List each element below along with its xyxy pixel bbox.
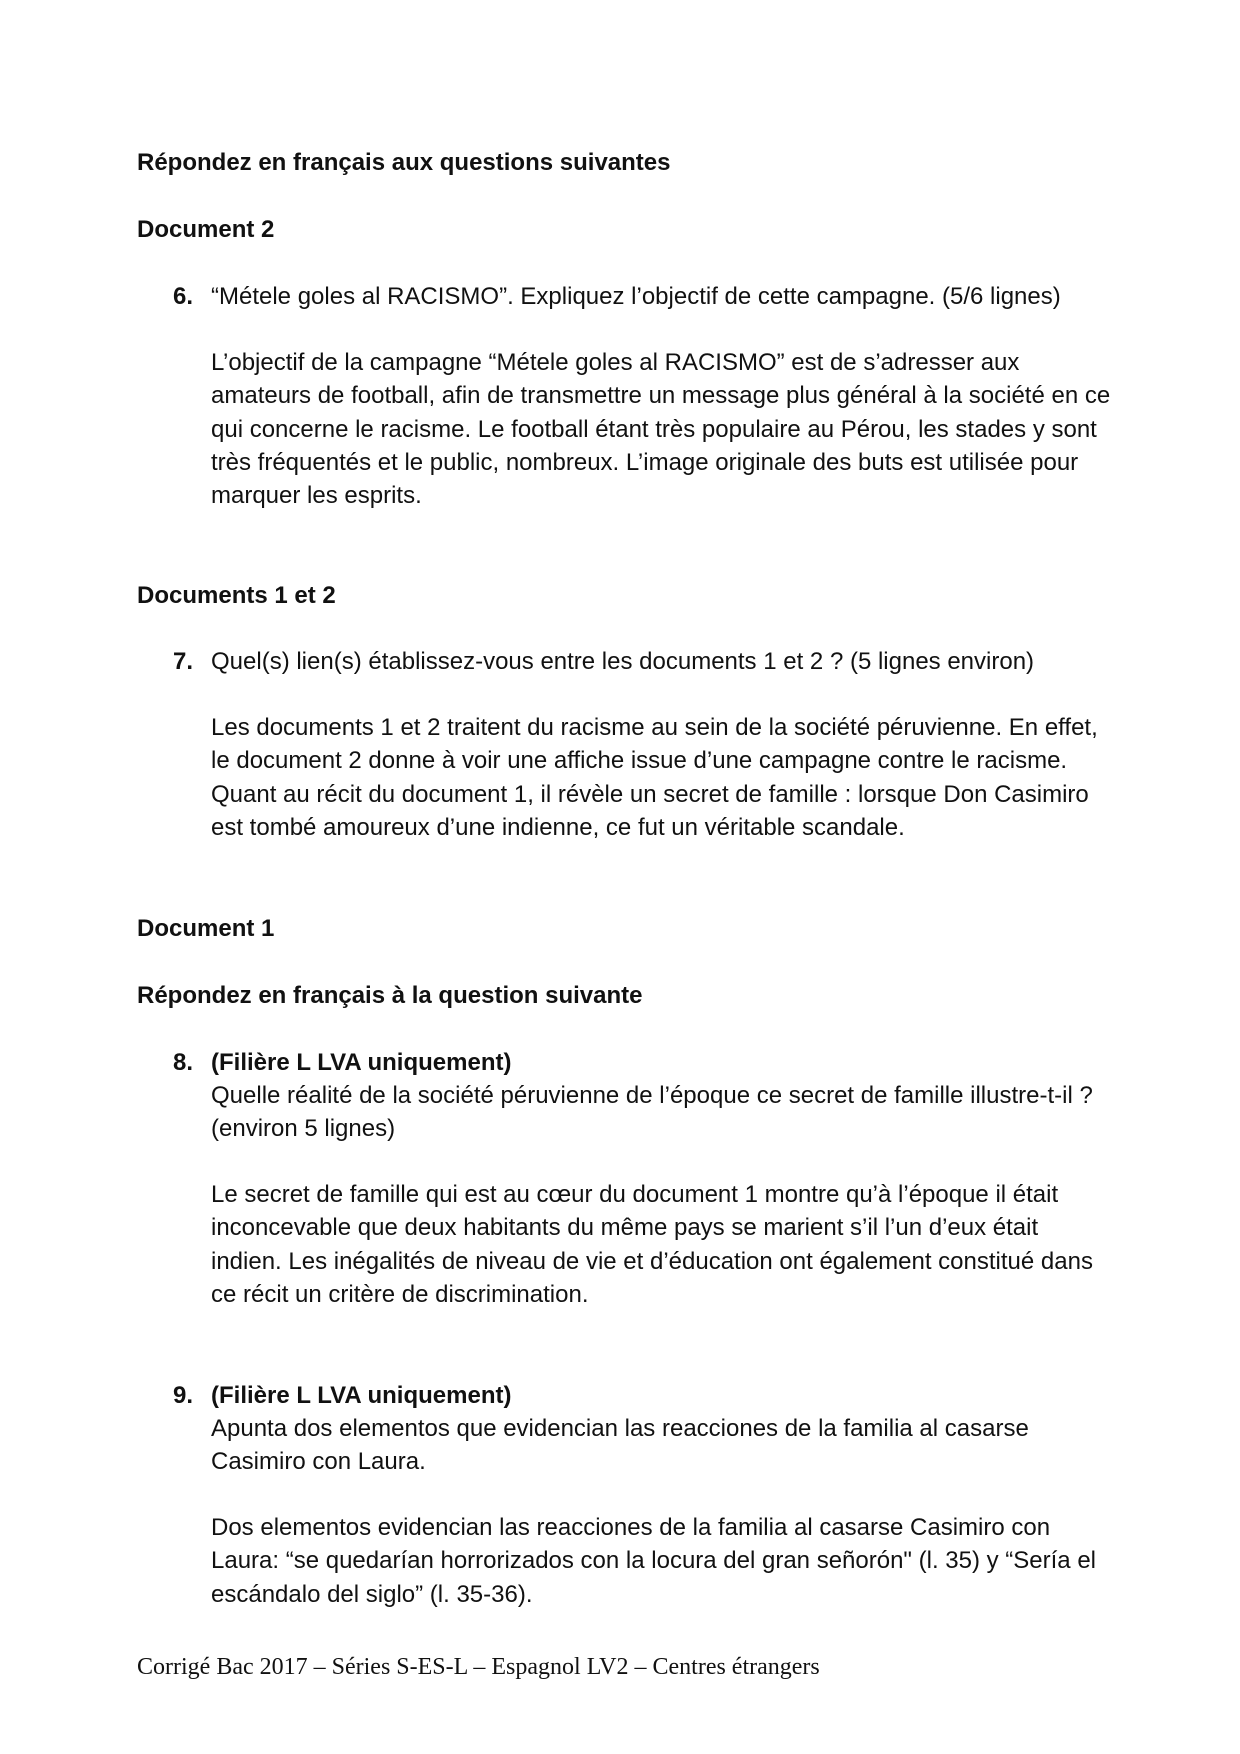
question-7-text <box>211 645 1111 678</box>
question-8-answer: Le secret de famille qui est au cœur du document 1 montre qu’à l’époque il était inconcevable que deux habitants du même pays se marient s’il l’un d’eux était indien. Les inégalités de niveau de vie et d’éducation ont également constitué dans ce récit un critère de discrimination. <box>211 1181 1093 1308</box>
question-8-title: (Filière L LVA uniquement) <box>211 1049 512 1076</box>
instructions-heading: Répondez en français aux questions suivantes <box>137 149 671 176</box>
question-9-text <box>211 1379 1096 1478</box>
question-9-number: 9. <box>173 1382 194 1409</box>
question-9-answer: Dos elementos evidencian las reacciones de la familia al casarse Casimiro con Laura: “se quedarían horrorizados con la locura del gran señorón" (l. 35) y “Sería el escándalo del siglo” (l. 35-36). <box>211 1514 1096 1608</box>
question-8-text <box>211 1046 1106 1145</box>
documents-1-2-heading: Documents 1 et 2 <box>137 582 336 609</box>
question-9-prompt: Apunta dos elementos que evidencian las reacciones de la familia al casarse Casimiro con Laura. <box>211 1415 1029 1475</box>
question-9-title: (Filière L LVA uniquement) <box>211 1382 512 1409</box>
question-8-prompt: Quelle réalité de la société péruvienne de l’époque ce secret de famille illustre-t-il ? (environ 5 lignes) <box>211 1082 1093 1142</box>
instructions-heading-2: Répondez en français à la question suivante <box>137 982 643 1009</box>
question-7-number: 7. <box>173 648 194 675</box>
document-2-heading: Document 2 <box>137 216 275 243</box>
page-footer: Corrigé Bac 2017 – Séries S-ES-L – Espagnol LV2 – Centres étrangers <box>137 1654 820 1680</box>
question-6-answer: L’objectif de la campagne “Métele goles al RACISMO” est de s’adresser aux amateurs de football, afin de transmettre un message plus général à la société en ce qui concerne le racisme. Le football étant très populaire au Pérou, les stades y sont très fréquentés et le public, nombreux. L’image originale des buts est utilisée pour marquer les esprits. <box>211 349 1111 510</box>
question-7-answer: Les documents 1 et 2 traitent du racisme au sein de la société péruvienne. En effet, le document 2 donne à voir une affiche issue d’une campagne contre le racisme. Quant au récit du document 1, il révèle un secret de famille : lorsque Don Casimiro est tombé amoureux d’une indienne, ce fut un véritable scandale. <box>211 714 1098 841</box>
question-7-prompt: Quel(s) lien(s) établissez-vous entre les documents 1 et 2 ? (5 lignes environ) <box>211 648 1035 675</box>
document-1-heading: Document 1 <box>137 915 275 942</box>
question-6-number: 6. <box>173 283 194 310</box>
question-6-text <box>211 280 1111 313</box>
question-8-number: 8. <box>173 1049 194 1076</box>
question-6-prompt: “Métele goles al RACISMO”. Expliquez l’objectif de cette campagne. (5/6 lignes) <box>211 283 1061 310</box>
